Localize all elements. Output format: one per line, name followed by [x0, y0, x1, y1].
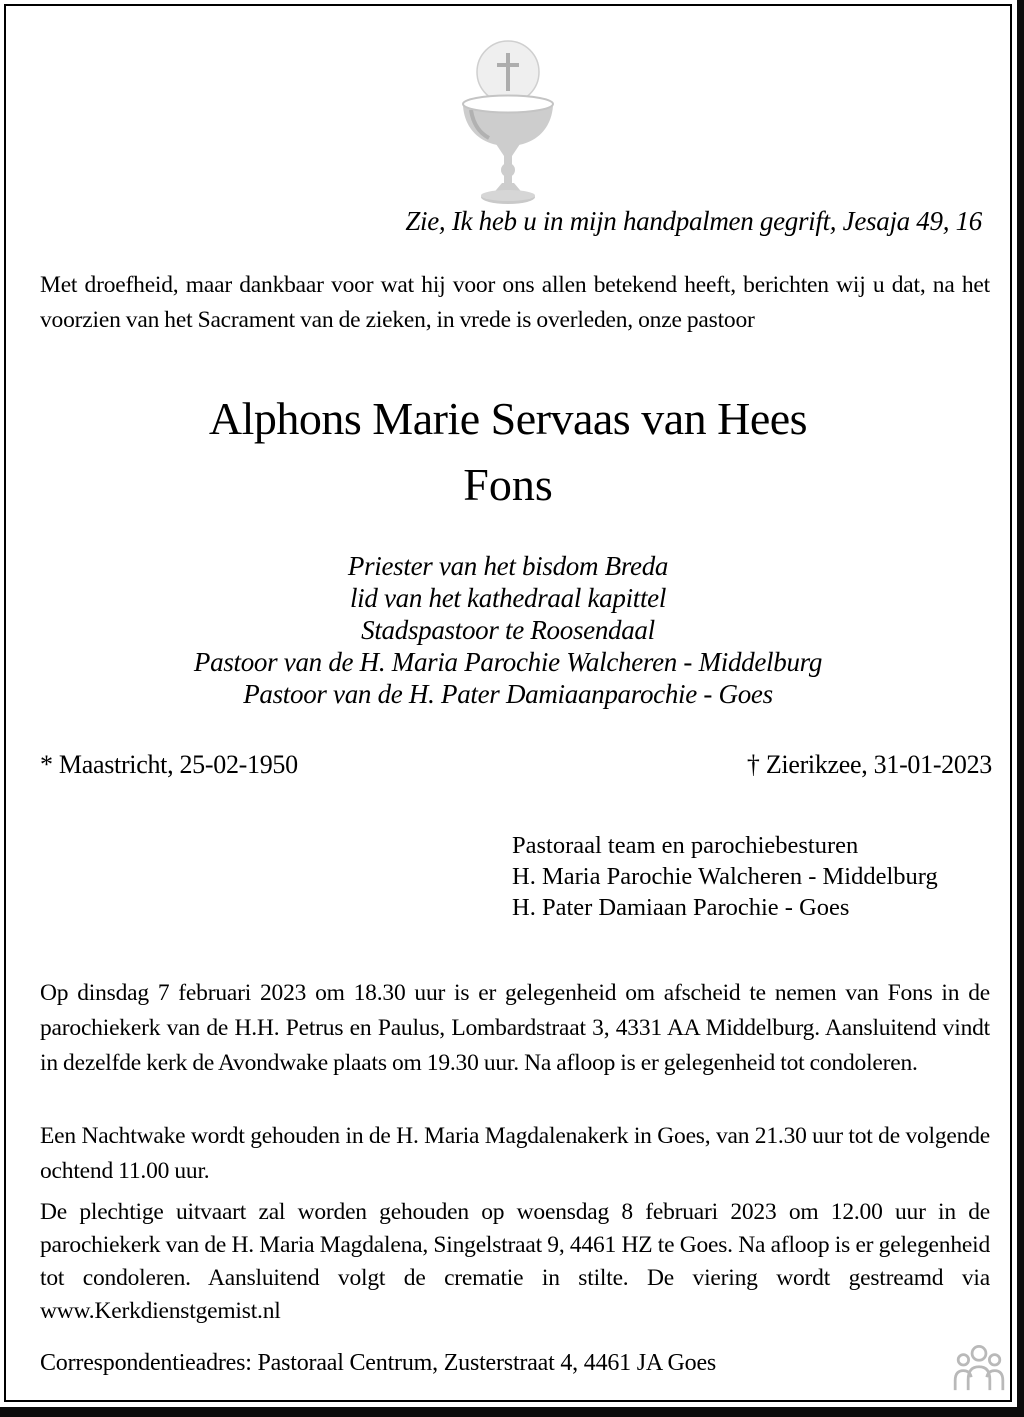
correspondence-address: Correspondentieadres: Pastoraal Centrum, Zusterstraat 4, 4461 JA Goes: [40, 1350, 717, 1376]
birth-date: * Maastricht, 25-02-1950: [40, 750, 298, 779]
chalice-icon: [6, 38, 1010, 213]
deceased-name: Alphons Marie Servaas van Hees: [208, 393, 808, 444]
nachtwake-paragraph: Een Nachtwake wordt gehouden in de H. Maria Magdalenakerk in Goes, van 21.30 uur tot de volgende ochtend 11.00 uur.: [40, 1123, 990, 1184]
signatory-line: H. Maria Parochie Walcheren - Middelburg: [512, 863, 938, 890]
signatory-line: Pastoraal team en parochiebesturen: [512, 832, 859, 859]
death-date: † Zierikzee, 31-01-2023: [746, 750, 992, 779]
announcement-intro: Met droefheid, maar dankbaar voor wat hij voor ons allen betekend heeft, berichten wij u dat, na het voorzien van het Sacrament van de zieken, in vrede is overleden, onze pastoor: [40, 272, 990, 333]
uitvaart-paragraph: De plechtige uitvaart zal worden gehouden op woensdag 8 februari 2023 om 12.00 uur in de parochiekerk van de H. Maria Magdalena, Singelstraat 9, 4461 HZ te Goes. Na afloop is er gelegenheid tot condoleren. Aansluitend volgt de crematie in stilte. De viering wordt gestreamd via www.Kerkdienstgemist.nl: [40, 1199, 990, 1324]
page-edge-right: [1017, 0, 1024, 1417]
title-line: Stadspastoor te Roosendaal: [361, 615, 655, 645]
title-line: Pastoor van de H. Pater Damiaanparochie - Goes: [243, 679, 773, 709]
title-line: Priester van het bisdom Breda: [347, 551, 669, 581]
farewell-paragraph: Op dinsdag 7 februari 2023 om 18.30 uur is er gelegenheid om afscheid te nemen van Fons in de parochiekerk van de H.H. Petrus en Paulus, Lombardstraat 3, 4331 AA Middelburg. Aansluitend vindt in dezelfde kerk de Avondwake plaats om 19.30 uur. Na afloop is er gelegenheid tot condoleren.: [40, 980, 990, 1076]
obituary-card: [4, 4, 1012, 1402]
deceased-nickname: Fons: [463, 459, 553, 510]
signatory-line: H. Pater Damiaan Parochie - Goes: [512, 894, 850, 921]
people-group-icon: [953, 1345, 1005, 1392]
life-dates: [40, 750, 992, 780]
title-line: lid van het kathedraal kapittel: [349, 583, 667, 613]
page-edge-bottom: [0, 1407, 1024, 1417]
scripture-quote: Zie, Ik heb u in mijn handpalmen gegrift, Jesaja 49, 16: [405, 206, 982, 236]
signatories: [512, 830, 938, 923]
title-line: Pastoor van de H. Maria Parochie Walcheren - Middelburg: [193, 647, 823, 677]
clerical-titles: [6, 550, 1010, 710]
